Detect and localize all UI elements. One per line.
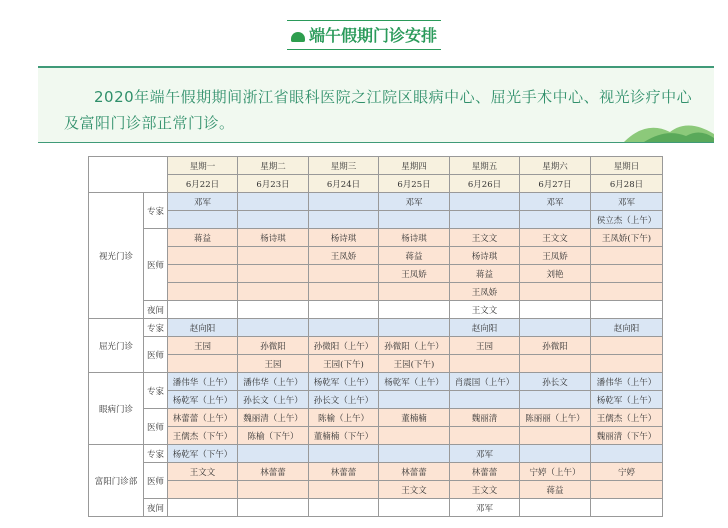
schedule-cell: 孙微阳（上午） (379, 337, 450, 355)
schedule-cell (309, 301, 379, 319)
schedule-cell: 赵向阳 (450, 319, 520, 337)
schedule-table (88, 156, 663, 517)
table-row (89, 391, 663, 409)
role-label: 专家 (144, 373, 168, 409)
role-label: 夜间 (144, 499, 168, 517)
schedule-cell (450, 355, 520, 373)
role-label: 专家 (144, 319, 168, 337)
schedule-cell (450, 427, 520, 445)
schedule-cell: 宁婷（上午） (520, 463, 591, 481)
schedule-cell (520, 499, 591, 517)
schedule-cell: 王凤娇(下午) (591, 229, 663, 247)
role-label: 专家 (144, 445, 168, 463)
schedule-cell: 杨乾军（下午） (168, 445, 238, 463)
table-row (89, 355, 663, 373)
schedule-cell: 邓军 (168, 193, 238, 211)
schedule-cell (379, 445, 450, 463)
schedule-cell (238, 283, 309, 301)
role-label: 专家 (144, 193, 168, 229)
schedule-cell (520, 427, 591, 445)
schedule-cell: 杨诗琪 (450, 247, 520, 265)
schedule-cell: 孙微阳 (238, 337, 309, 355)
schedule-cell: 蒋益 (379, 247, 450, 265)
role-label: 医师 (144, 409, 168, 445)
header-day: 星期五 (450, 157, 520, 175)
schedule-cell (309, 193, 379, 211)
schedule-cell (591, 283, 663, 301)
schedule-cell: 陈丽丽（上午） (520, 409, 591, 427)
schedule-cell: 潘伟华（上午） (168, 373, 238, 391)
header-day: 星期六 (520, 157, 591, 175)
schedule-cell: 赵向阳 (591, 319, 663, 337)
schedule-cell (309, 283, 379, 301)
table-row (89, 283, 663, 301)
schedule-cell (591, 247, 663, 265)
schedule-cell (450, 391, 520, 409)
role-label: 医师 (144, 337, 168, 373)
table-row (89, 193, 663, 211)
header-date: 6月22日 (168, 175, 238, 193)
schedule-cell: 孙微阳（上午） (309, 337, 379, 355)
header-day: 星期一 (168, 157, 238, 175)
schedule-cell (238, 265, 309, 283)
schedule-cell (520, 283, 591, 301)
schedule-cell: 蒋益 (520, 481, 591, 499)
schedule-cell: 王文文 (450, 481, 520, 499)
schedule-cell (168, 247, 238, 265)
schedule-cell (591, 355, 663, 373)
schedule-cell: 王园 (238, 355, 309, 373)
schedule-cell: 林蕾蕾（上午） (168, 409, 238, 427)
schedule-cell: 邓军 (450, 499, 520, 517)
schedule-cell: 陈榆（下午） (238, 427, 309, 445)
schedule-cell (309, 211, 379, 229)
schedule-cell: 潘伟华（上午） (591, 373, 663, 391)
header-date: 6月24日 (309, 175, 379, 193)
schedule-cell: 林蕾蕾 (379, 463, 450, 481)
schedule-cell: 王园 (450, 337, 520, 355)
schedule-cell: 蒋益 (450, 265, 520, 283)
schedule-cell (520, 211, 591, 229)
schedule-cell (309, 319, 379, 337)
schedule-cell (379, 283, 450, 301)
table-row (89, 247, 663, 265)
schedule-cell: 王园(下午) (379, 355, 450, 373)
header-corner (89, 157, 168, 193)
schedule-cell (591, 445, 663, 463)
schedule-cell: 孙长文（上午） (309, 391, 379, 409)
schedule-cell: 魏丽清 (450, 409, 520, 427)
hills-icon (624, 116, 714, 142)
schedule-cell: 魏丽清（下午） (591, 427, 663, 445)
schedule-cell: 魏丽清（上午） (238, 409, 309, 427)
schedule-cell (168, 355, 238, 373)
schedule-cell (450, 211, 520, 229)
leaf-icon (291, 32, 305, 42)
schedule-cell: 王文文 (450, 301, 520, 319)
schedule-cell: 邓军 (591, 193, 663, 211)
table-row (89, 265, 663, 283)
schedule-cell: 杨诗琪 (238, 229, 309, 247)
schedule-cell: 杨乾军（上午） (168, 391, 238, 409)
schedule-cell: 林蕾蕾 (450, 463, 520, 481)
schedule-cell: 董楠楠 (379, 409, 450, 427)
header-day: 星期三 (309, 157, 379, 175)
table-row (89, 301, 663, 319)
notice-text: 2020年端午假期期间浙江省眼科医院之江院区眼病中心、屈光手术中心、视光诊疗中心及富阳门诊部正常门诊。 (64, 88, 693, 132)
department-label: 屈光门诊 (89, 319, 144, 373)
schedule-cell: 赵向阳 (168, 319, 238, 337)
schedule-cell (379, 211, 450, 229)
schedule-cell (379, 391, 450, 409)
header-day: 星期日 (591, 157, 663, 175)
schedule-cell (238, 499, 309, 517)
header-day: 星期二 (238, 157, 309, 175)
page-title-text: 端午假期门诊安排 (308, 26, 437, 45)
schedule-cell: 宁婷 (591, 463, 663, 481)
schedule-cell (238, 481, 309, 499)
schedule-cell: 潘伟华（上午） (238, 373, 309, 391)
schedule-cell: 林蕾蕾 (309, 463, 379, 481)
schedule-cell (309, 265, 379, 283)
schedule-cell: 孙长文（上午） (238, 391, 309, 409)
schedule-cell (168, 211, 238, 229)
schedule-cell: 杨乾军（上午） (591, 391, 663, 409)
schedule-cell (168, 265, 238, 283)
schedule-cell: 邓军 (379, 193, 450, 211)
schedule-cell (520, 391, 591, 409)
title-area (0, 20, 728, 50)
role-label: 夜间 (144, 301, 168, 319)
schedule-cell: 刘艳 (520, 265, 591, 283)
schedule-cell: 陈榆（上午） (309, 409, 379, 427)
schedule-cell (379, 319, 450, 337)
schedule-cell: 王儒杰（上午） (591, 409, 663, 427)
schedule-cell (238, 247, 309, 265)
schedule-cell: 林蕾蕾 (238, 463, 309, 481)
header-dates-row (89, 175, 663, 193)
schedule-cell: 杨乾军（上午） (379, 373, 450, 391)
header-date: 6月25日 (379, 175, 450, 193)
schedule-cell (379, 301, 450, 319)
schedule-cell (309, 445, 379, 463)
schedule-cell: 王儒杰（下午） (168, 427, 238, 445)
schedule-cell: 孙微阳 (520, 337, 591, 355)
schedule-cell: 王文文 (168, 463, 238, 481)
header-date: 6月27日 (520, 175, 591, 193)
schedule-cell: 杨诗琪 (379, 229, 450, 247)
schedule-cell (238, 319, 309, 337)
schedule-cell (238, 445, 309, 463)
schedule-cell (520, 445, 591, 463)
schedule-cell (591, 337, 663, 355)
schedule-cell (591, 481, 663, 499)
page-title (287, 20, 441, 50)
header-date: 6月26日 (450, 175, 520, 193)
schedule-cell: 邓军 (520, 193, 591, 211)
schedule-cell: 王凤娇 (309, 247, 379, 265)
schedule-cell (520, 301, 591, 319)
schedule-cell: 杨诗琪 (309, 229, 379, 247)
department-label: 富阳门诊部 (89, 445, 144, 517)
table-row (89, 373, 663, 391)
header-day: 星期四 (379, 157, 450, 175)
schedule-cell: 王凤娇 (450, 283, 520, 301)
schedule-cell: 王凤娇 (520, 247, 591, 265)
schedule-cell: 王园 (168, 337, 238, 355)
schedule-cell (238, 211, 309, 229)
schedule-cell: 王文文 (379, 481, 450, 499)
table-row (89, 463, 663, 481)
schedule-cell (168, 283, 238, 301)
schedule-cell: 王园(下午) (309, 355, 379, 373)
header-days-row (89, 157, 663, 175)
schedule-cell (238, 193, 309, 211)
schedule-cell (168, 481, 238, 499)
table-row (89, 499, 663, 517)
schedule-cell: 杨乾军（上午） (309, 373, 379, 391)
table-row (89, 427, 663, 445)
schedule-cell (379, 499, 450, 517)
schedule-cell (591, 265, 663, 283)
schedule-cell (450, 193, 520, 211)
schedule-cell: 王文文 (450, 229, 520, 247)
header-date: 6月28日 (591, 175, 663, 193)
schedule-cell: 孙长文 (520, 373, 591, 391)
table-row (89, 445, 663, 463)
schedule-cell: 侯立杰（上午） (591, 211, 663, 229)
schedule-cell (591, 499, 663, 517)
schedule-cell: 肖震国（上午） (450, 373, 520, 391)
schedule-cell (309, 499, 379, 517)
department-label: 视光门诊 (89, 193, 144, 319)
table-row (89, 409, 663, 427)
table-row (89, 211, 663, 229)
schedule-cell (520, 355, 591, 373)
table-row (89, 319, 663, 337)
schedule-cell: 蒋益 (168, 229, 238, 247)
schedule-cell (379, 427, 450, 445)
role-label: 医师 (144, 463, 168, 499)
schedule-cell (520, 319, 591, 337)
schedule-cell (591, 301, 663, 319)
schedule-cell: 邓军 (450, 445, 520, 463)
notice-box (38, 66, 714, 143)
schedule-cell (309, 481, 379, 499)
schedule-cell: 王凤娇 (379, 265, 450, 283)
schedule-cell: 董楠楠（下午） (309, 427, 379, 445)
department-label: 眼病门诊 (89, 373, 144, 445)
table-row (89, 481, 663, 499)
schedule-cell (168, 499, 238, 517)
schedule-cell (168, 301, 238, 319)
schedule-cell (238, 301, 309, 319)
schedule-cell: 王文文 (520, 229, 591, 247)
header-date: 6月23日 (238, 175, 309, 193)
role-label: 医师 (144, 229, 168, 301)
table-row (89, 229, 663, 247)
table-row (89, 337, 663, 355)
